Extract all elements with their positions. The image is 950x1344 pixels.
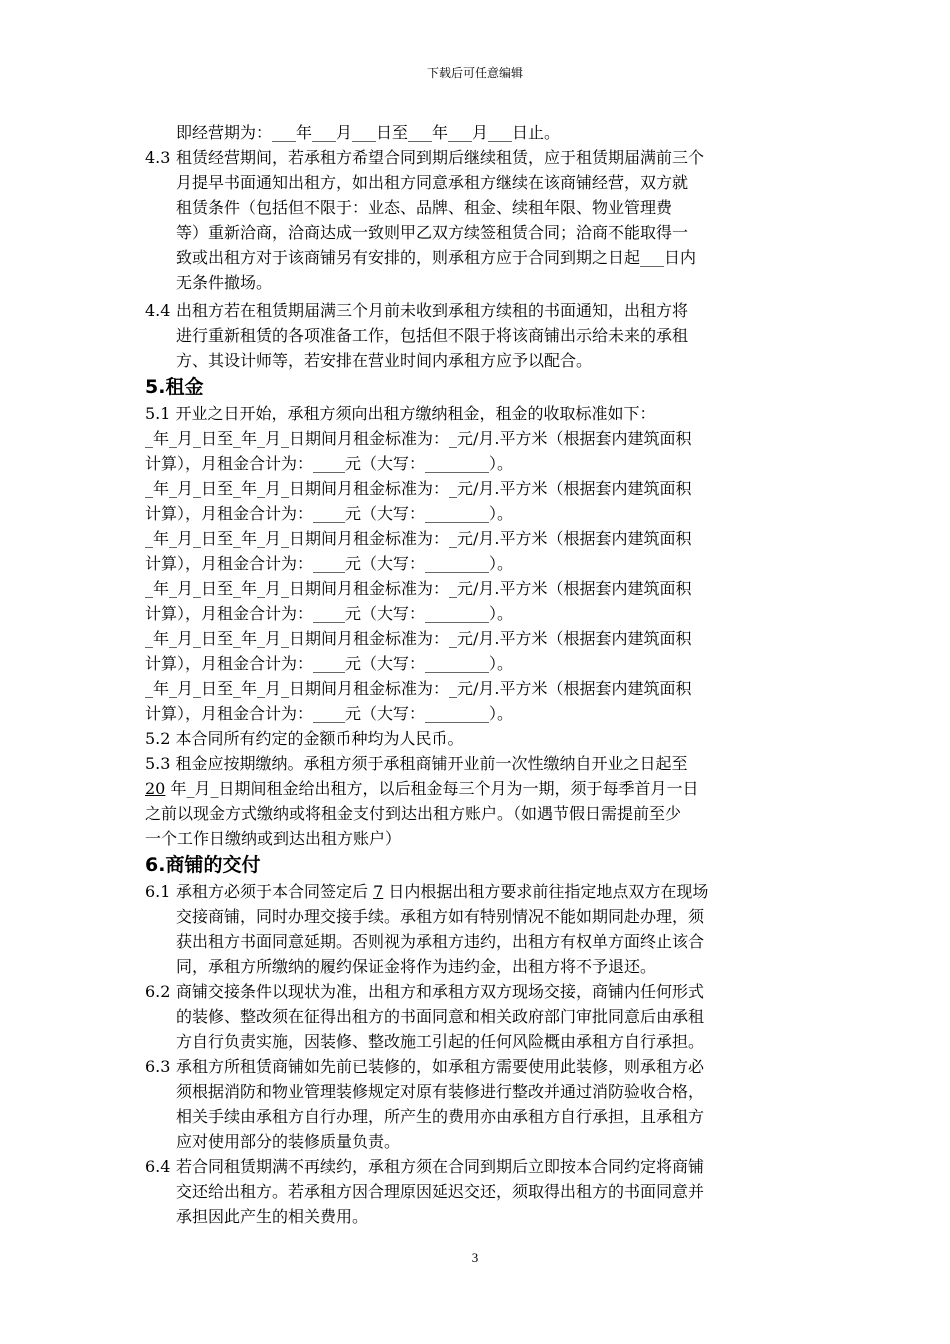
clause-text: 承租方必须于本合同签定后 [176,882,374,901]
rent-row-line: 计算），月租金合计为：____元（大写：________）。 [145,704,514,723]
rent-row-line: 计算），月租金合计为：____元（大写：________）。 [145,454,514,473]
clause-6-2 [145,979,810,1054]
rent-row-line: _年_月_日至_年_月_日期间月租金标准为：_元/月.平方米（根据套内建筑面积 [145,479,692,498]
rent-row-line: _年_月_日至_年_月_日期间月租金标准为：_元/月.平方米（根据套内建筑面积 [145,579,692,598]
rent-schedule [145,426,810,726]
clause-4-4 [145,298,810,373]
section-heading-delivery: 6.商铺的交付 [145,854,261,876]
rent-row-line: _年_月_日至_年_月_日期间月租金标准为：_元/月.平方米（根据套内建筑面积 [145,429,692,448]
clause-number: 6.3 [145,1057,171,1076]
year-prefix: 20 [145,779,166,798]
rent-row-line: 计算），月租金合计为：____元（大写：________）。 [145,604,514,623]
clause-5-3 [145,751,810,851]
clause-text: 日内根据出租方要求前往指定地点双方在现场 [383,882,709,901]
clause-line: 一个工作日缴纳或到达出租方账户） [145,829,402,848]
clause-4-2-tail: 即经营期为：___年___月___日至___年___月___日止。 [176,123,561,142]
clause-line: 承租方所租赁商铺如先前已装修的，如承租方需要使用此装修，则承租方必 [176,1057,705,1076]
clause-line: 租赁经营期间，若承租方希望合同到期后继续租赁，应于租赁期届满前三个 [176,148,705,167]
clause-line: 等）重新洽商，洽商达成一致则甲乙双方续签租赁合同；洽商不能取得一 [176,223,689,242]
rent-row-line: 计算），月租金合计为：____元（大写：________）。 [145,654,514,673]
clause-line: 应对使用部分的装修质量负责。 [176,1132,401,1151]
clause-line: 须根据消防和物业管理装修规定对原有装修进行整改并通过消防验收合格， [176,1082,705,1101]
clause-line: 若合同租赁期满不再续约，承租方须在合同到期后立即按本合同约定将商铺 [176,1157,705,1176]
clause-4-3 [145,145,810,295]
rent-row-line: _年_月_日至_年_月_日期间月租金标准为：_元/月.平方米（根据套内建筑面积 [145,629,692,648]
clause-line: 5.3 租金应按期缴纳。承租方须于承租商铺开业前一次性缴纳自开业之日起至 [145,754,688,773]
rent-row-line: _年_月_日至_年_月_日期间月租金标准为：_元/月.平方米（根据套内建筑面积 [145,679,692,698]
clause-line: 致或出租方对于该商铺另有安排的，则承租方应于合同到期之日起___日内 [176,248,697,267]
clause-6-3 [145,1054,810,1154]
clause-line: 同，承租方所缴纳的履约保证金将作为违约金，出租方将不予退还。 [176,957,657,976]
clause-6-1 [145,879,810,979]
clause-line: 租赁条件（包括但不限于：业态、品牌、租金、续租年限、物业管理费 [176,198,673,217]
days-value: 7 [373,882,384,901]
page-number: 3 [471,1250,479,1265]
clause-line [176,879,810,904]
clause-line: 获出租方书面同意延期。否则视为承租方违约，出租方有权单方面终止该合 [176,932,705,951]
clause-line: 月提早书面通知出租方，如出租方同意承租方继续在该商铺经营，双方就 [176,173,689,192]
clause-line: 方自行负责实施，因装修、整改施工引起的任何风险概由承租方自行承担。 [176,1032,705,1051]
rent-row-line: 计算），月租金合计为：____元（大写：________）。 [145,504,514,523]
clause-line: 方、其设计师等，若安排在营业时间内承租方应予以配合。 [176,351,593,370]
page-header: 下载后可任意编辑 [426,66,523,80]
rent-row-line: _年_月_日至_年_月_日期间月租金标准为：_元/月.平方米（根据套内建筑面积 [145,529,692,548]
document-body [145,120,810,1229]
clause-number: 6.1 [145,882,171,901]
clause-number: 6.4 [145,1157,171,1176]
clause-number: 6.2 [145,982,171,1001]
clause-line: 无条件撤场。 [176,273,273,292]
clause-line: 出租方若在租赁期届满三个月前未收到承租方续租的书面通知，出租方将 [176,301,689,320]
clause-line: 交接商铺，同时办理交接手续。承租方如有特别情况不能如期同赴办理，须 [176,907,705,926]
clause-6-4 [145,1154,810,1229]
clause-line: 商铺交接条件以现状为准，出租方和承租方双方现场交接，商铺内任何形式 [176,982,705,1001]
clause-line [145,776,810,801]
clause-number: 4.3 [145,148,171,167]
clause-line: 交还给出租方。若承租方因合理原因延迟交还，须取得出租方的书面同意并 [176,1182,705,1201]
section-heading-rent: 5.租金 [145,376,204,398]
clause-line: 相关手续由承租方自行办理，所产生的费用亦由承租方自行承担，且承租方 [176,1107,705,1126]
clause-line: 之前以现金方式缴纳或将租金支付到达出租方账户。（如遇节假日需提前至少 [145,804,682,823]
clause-line-rest: 年_月_日期间租金给出租方，以后租金每三个月为一期，须于每季首月一日 [165,779,699,798]
clause-line: 进行重新租赁的各项准备工作，包括但不限于将该商铺出示给未来的承租 [176,326,689,345]
clause-5-2: 5.2 本合同所有约定的金额币种均为人民币。 [145,729,464,748]
clause-5-1: 5.1 开业之日开始，承租方须向出租方缴纳租金，租金的收取标准如下： [145,404,656,423]
rent-row-line: 计算），月租金合计为：____元（大写：________）。 [145,554,514,573]
clause-line: 的装修、整改须在征得出租方的书面同意和相关政府部门审批同意后由承租 [176,1007,705,1026]
clause-line: 承担因此产生的相关费用。 [176,1207,369,1226]
clause-number: 4.4 [145,301,171,320]
